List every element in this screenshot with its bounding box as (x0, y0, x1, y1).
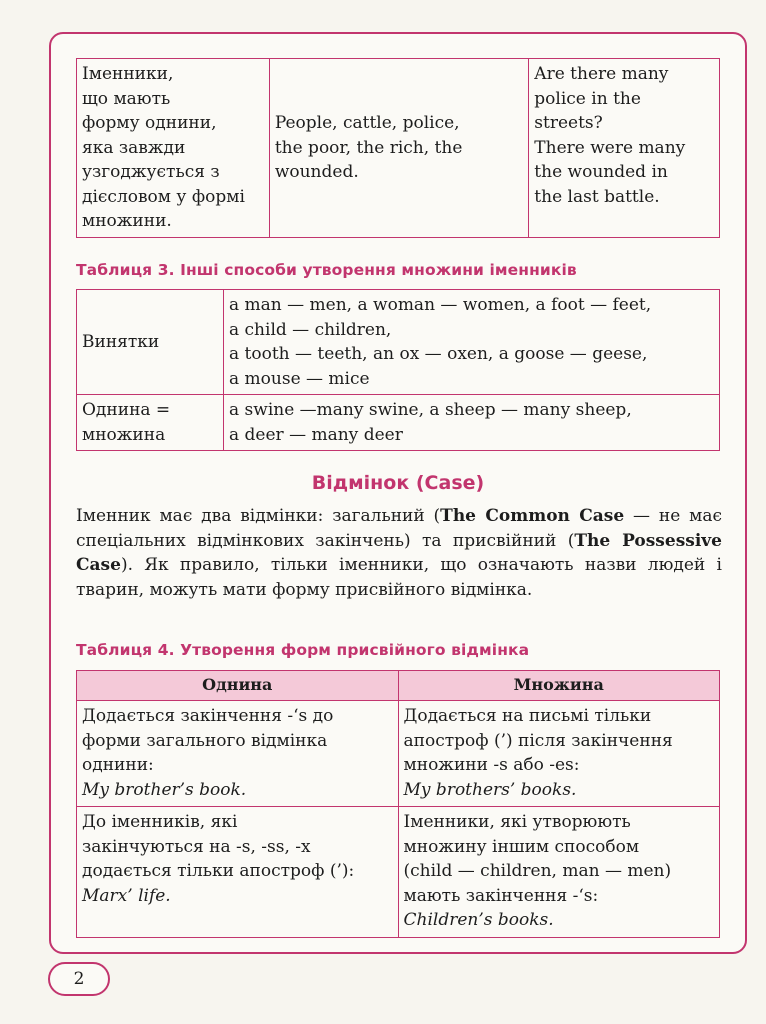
text-line: форму однини, (82, 113, 217, 133)
text-line: a tooth — teeth, an ox — oxen, a goose — geese, (229, 344, 648, 364)
table4-caption: Таблиця 4. Утворення форм присвійного відмінка (76, 641, 530, 659)
term-common-case: The Common Case (440, 506, 625, 526)
page-number: 2 (48, 962, 110, 996)
text-line: a deer — many deer (229, 424, 403, 445)
text-line: множина (82, 424, 166, 445)
text-line: Однина = (82, 400, 171, 420)
table3-caption: Таблиця 3. Інші способи утворення множини іменників (76, 261, 577, 279)
text-line: додається тільки апостроф (’): (82, 861, 355, 881)
text-line: множину іншим способом (403, 836, 640, 857)
example-text: My brothers’ books. (403, 779, 577, 800)
example-text: Marx’ life. (82, 885, 171, 906)
text-line: закінчуються на -s, -ss, -x (82, 836, 311, 857)
term-possessive-case: The Possessive Case (76, 530, 722, 575)
text-line: яка завжди (82, 137, 186, 158)
text-line: множини -s або -es: (403, 755, 580, 775)
text-line: множини. (82, 211, 172, 231)
header-singular: Однина (77, 671, 399, 701)
row-value (224, 395, 720, 451)
examples-cell (269, 59, 528, 238)
text-line: Are there many (534, 64, 669, 84)
table-row (77, 59, 720, 238)
text-line: police in the (534, 88, 641, 109)
text-line: мають закінчення -‘s: (403, 885, 599, 906)
row-value (224, 290, 720, 395)
text-line: узгоджується з (82, 162, 220, 182)
singular-cell (77, 807, 399, 938)
text-line: the last battle. (534, 186, 660, 207)
table-row (77, 290, 720, 395)
header-row (77, 671, 720, 701)
text-line: Додається закінчення -‘s до (82, 706, 334, 726)
text-line: People, cattle, police, (274, 113, 460, 133)
table-row (77, 395, 720, 451)
text-line: (child — children, man — men) (403, 861, 672, 881)
text-line: the poor, the rich, the (274, 137, 463, 158)
header-plural: Множина (398, 671, 719, 701)
possessive-case-table (76, 670, 720, 938)
case-paragraph (76, 504, 722, 602)
plural-formation-table (76, 289, 720, 451)
sentences-cell (529, 59, 720, 238)
text-span: — не має спеціальних відмінкових закінчень) та присвійний ( (76, 506, 723, 551)
text-line: Іменники, (82, 64, 174, 84)
table-row (77, 807, 720, 938)
plural-cell (398, 701, 719, 807)
text-span: ). Як правило, тільки іменники, що означають назви людей і тварин, можуть мати форму присвійного відмінка. (76, 555, 722, 600)
text-line: a man — men, a woman — women, a foot — feet, (229, 295, 652, 315)
table-row (77, 701, 720, 807)
text-line: форми загального відмінка (82, 730, 328, 751)
singular-cell (77, 701, 399, 807)
example-text: Children’s books. (403, 910, 554, 930)
text-line: the wounded in (534, 162, 668, 182)
row-key: Винятки (77, 290, 224, 395)
text-line: що мають (82, 88, 171, 109)
text-line: дієсловом у формі (82, 186, 245, 207)
text-line: wounded. (274, 162, 359, 182)
text-line: однини: (82, 755, 154, 775)
text-line: До іменників, які (82, 812, 238, 832)
text-line: a child — children, (229, 319, 392, 340)
nouns-table-continuation (76, 58, 720, 238)
text-span: Іменник має два відмінки: загальний ( (76, 506, 441, 526)
plural-cell (398, 807, 719, 938)
row-key (77, 395, 224, 451)
rule-cell (77, 59, 270, 238)
text-line: Додається на письмі тільки (403, 706, 652, 726)
example-text: My brother’s book. (82, 779, 247, 800)
text-line: streets? (534, 113, 603, 133)
text-line: There were many (534, 137, 686, 158)
text-line: a mouse — mice (229, 368, 370, 389)
text-line: Іменники, які утворюють (403, 812, 631, 832)
section-title: Відмінок (Case) (311, 472, 485, 494)
text-line: апостроф (’) після закінчення (403, 730, 673, 751)
text-line: a swine —many swine, a sheep — many sheep, (229, 400, 632, 420)
